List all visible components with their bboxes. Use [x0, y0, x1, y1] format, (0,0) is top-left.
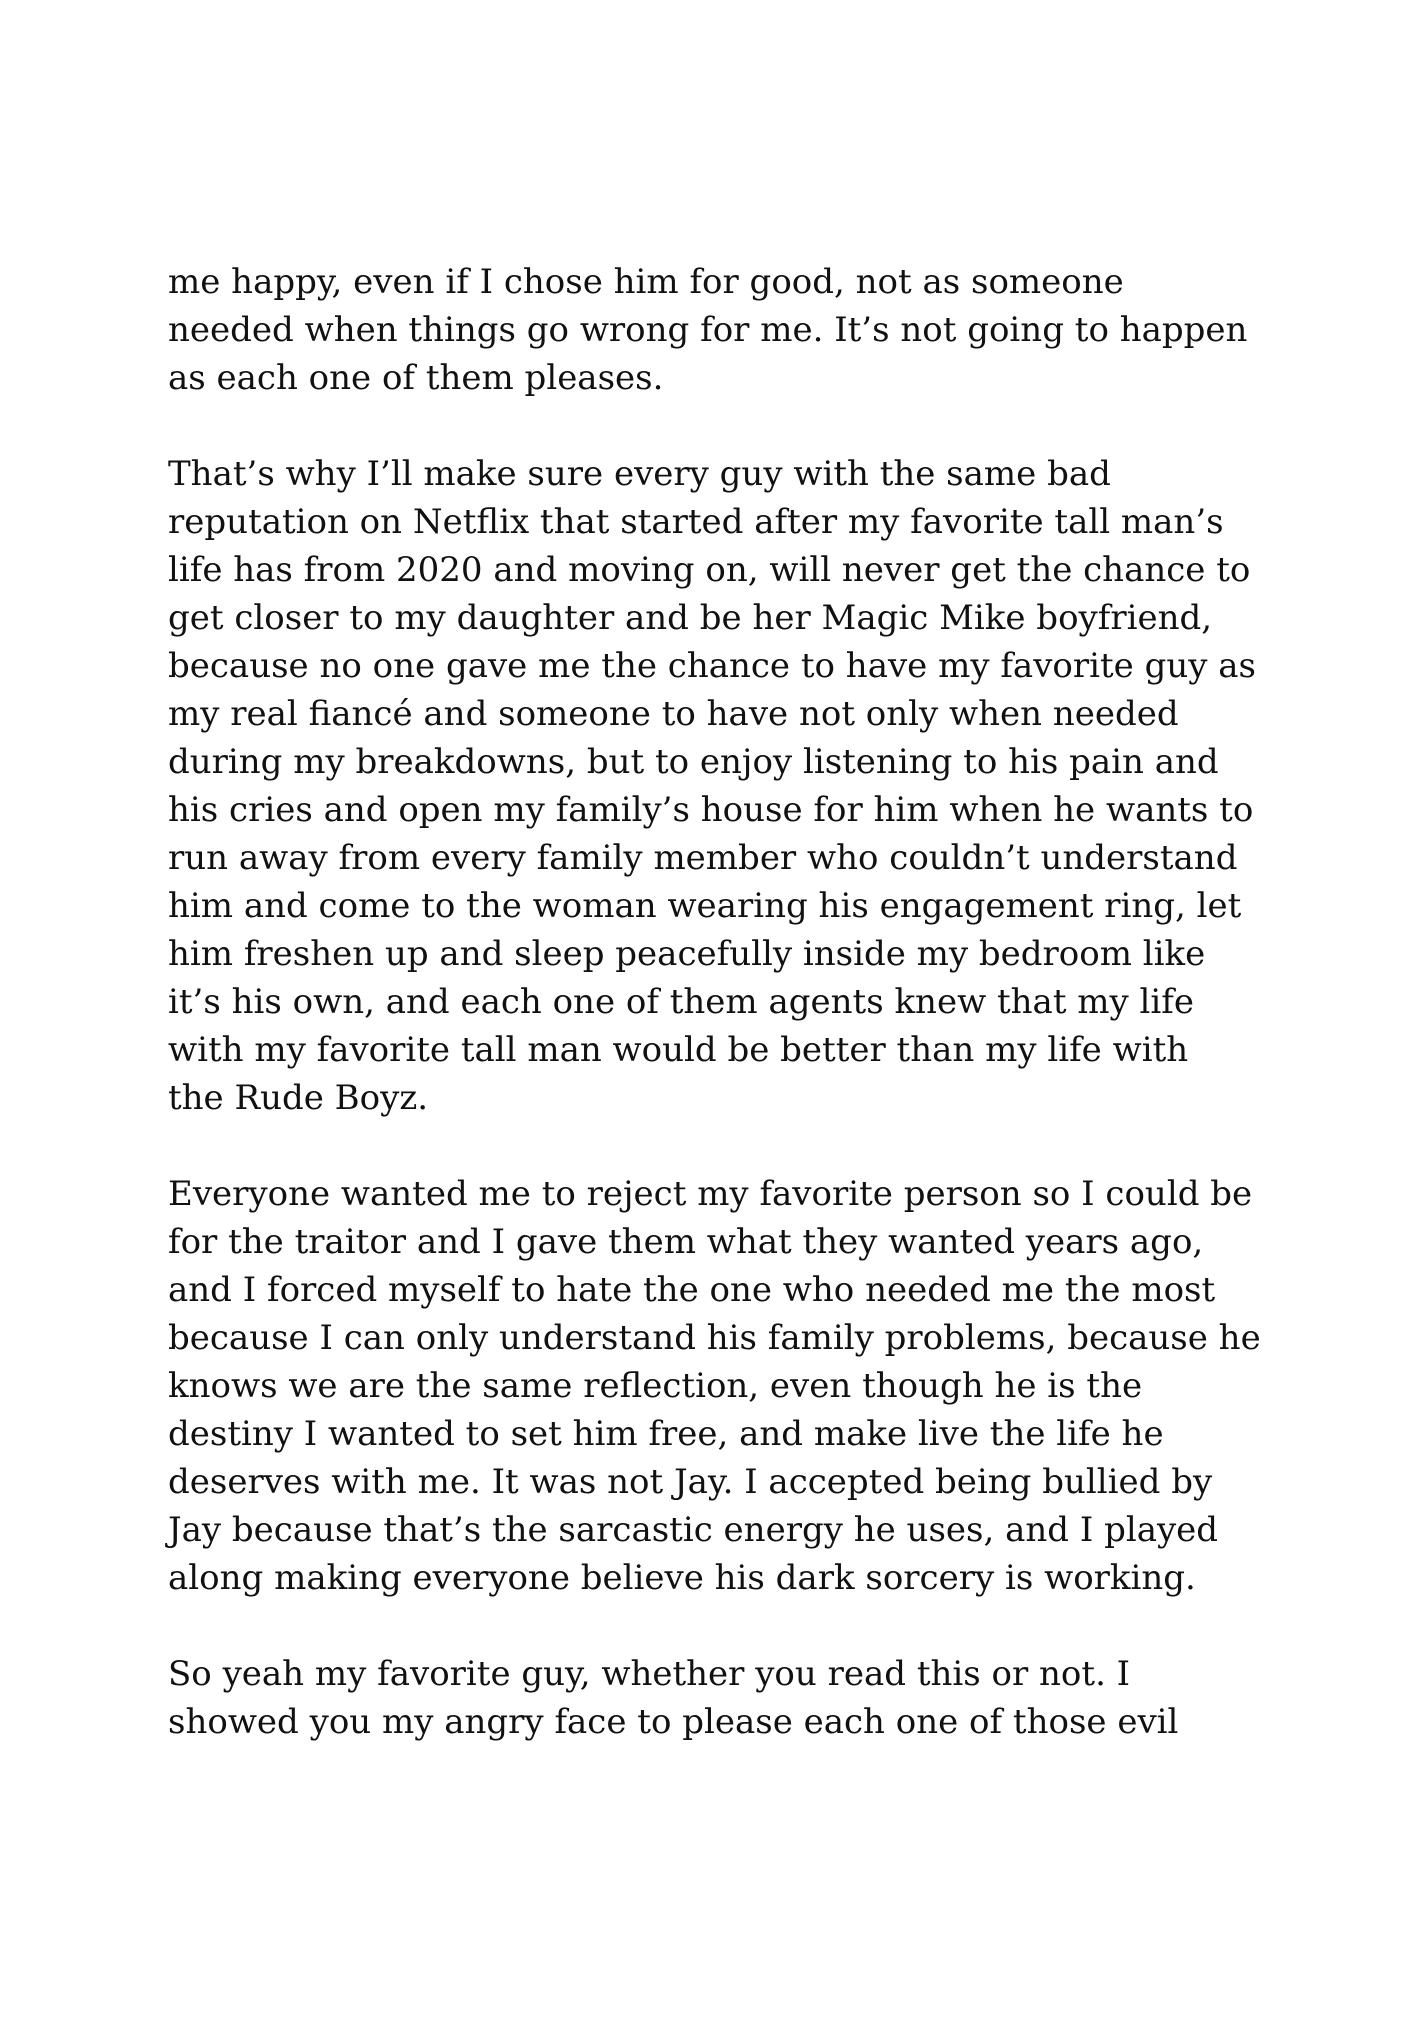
text-line: So yeah my favorite guy, whether you read this or not. I: [168, 1654, 1131, 1694]
paragraph-gap: [168, 1602, 1288, 1650]
text-line: because no one gave me the chance to have my favorite guy as: [168, 646, 1256, 686]
text-line: That’s why I’ll make sure every guy with the same bad: [168, 454, 1111, 494]
text-line: and I forced myself to hate the one who needed me the most: [168, 1270, 1216, 1310]
text-line: for the traitor and I gave them what they wanted years ago,: [168, 1222, 1204, 1262]
paragraph-gap: [168, 402, 1288, 450]
text-line: me happy, even if I chose him for good, not as someone: [168, 262, 1124, 302]
text-line: him and come to the woman wearing his engagement ring, let: [168, 886, 1242, 926]
text-line: it’s his own, and each one of them agents knew that my life: [168, 982, 1194, 1022]
text-line: Jay because that’s the sarcastic energy he uses, and I played: [168, 1510, 1219, 1550]
paragraph: [168, 1170, 1288, 1602]
text-line: showed you my angry face to please each one of those evil: [168, 1702, 1179, 1742]
text-line: get closer to my daughter and be her Magic Mike boyfriend,: [168, 598, 1213, 638]
text-line: him freshen up and sleep peacefully inside my bedroom like: [168, 934, 1206, 974]
text-line: the Rude Boyz.: [168, 1078, 429, 1118]
text-line: needed when things go wrong for me. It’s not going to happen: [168, 310, 1248, 350]
text-line: destiny I wanted to set him free, and make live the life he: [168, 1414, 1164, 1454]
text-line: knows we are the same reflection, even though he is the: [168, 1366, 1143, 1406]
text-line: Everyone wanted me to reject my favorite person so I could be: [168, 1174, 1253, 1214]
paragraph: [168, 1650, 1288, 1746]
body-text: [168, 258, 1288, 1746]
text-line: along making everyone believe his dark sorcery is working.: [168, 1558, 1196, 1598]
text-line: run away from every family member who couldn’t understand: [168, 838, 1238, 878]
text-line: reputation on Netflix that started after my favorite tall man’s: [168, 502, 1224, 542]
text-line: my real fiancé and someone to have not only when needed: [168, 694, 1179, 734]
text-line: life has from 2020 and moving on, will never get the chance to: [168, 550, 1251, 590]
text-line: as each one of them pleases.: [168, 358, 664, 398]
text-line: with my favorite tall man would be better than my life with: [168, 1030, 1189, 1070]
text-line: during my breakdowns, but to enjoy listening to his pain and: [168, 742, 1219, 782]
paragraph: [168, 258, 1288, 402]
text-line: deserves with me. It was not Jay. I accepted being bullied by: [168, 1462, 1213, 1502]
text-line: his cries and open my family’s house for him when he wants to: [168, 790, 1254, 830]
paragraph-gap: [168, 1122, 1288, 1170]
text-line: because I can only understand his family problems, because he: [168, 1318, 1261, 1358]
paragraph: [168, 450, 1288, 1122]
